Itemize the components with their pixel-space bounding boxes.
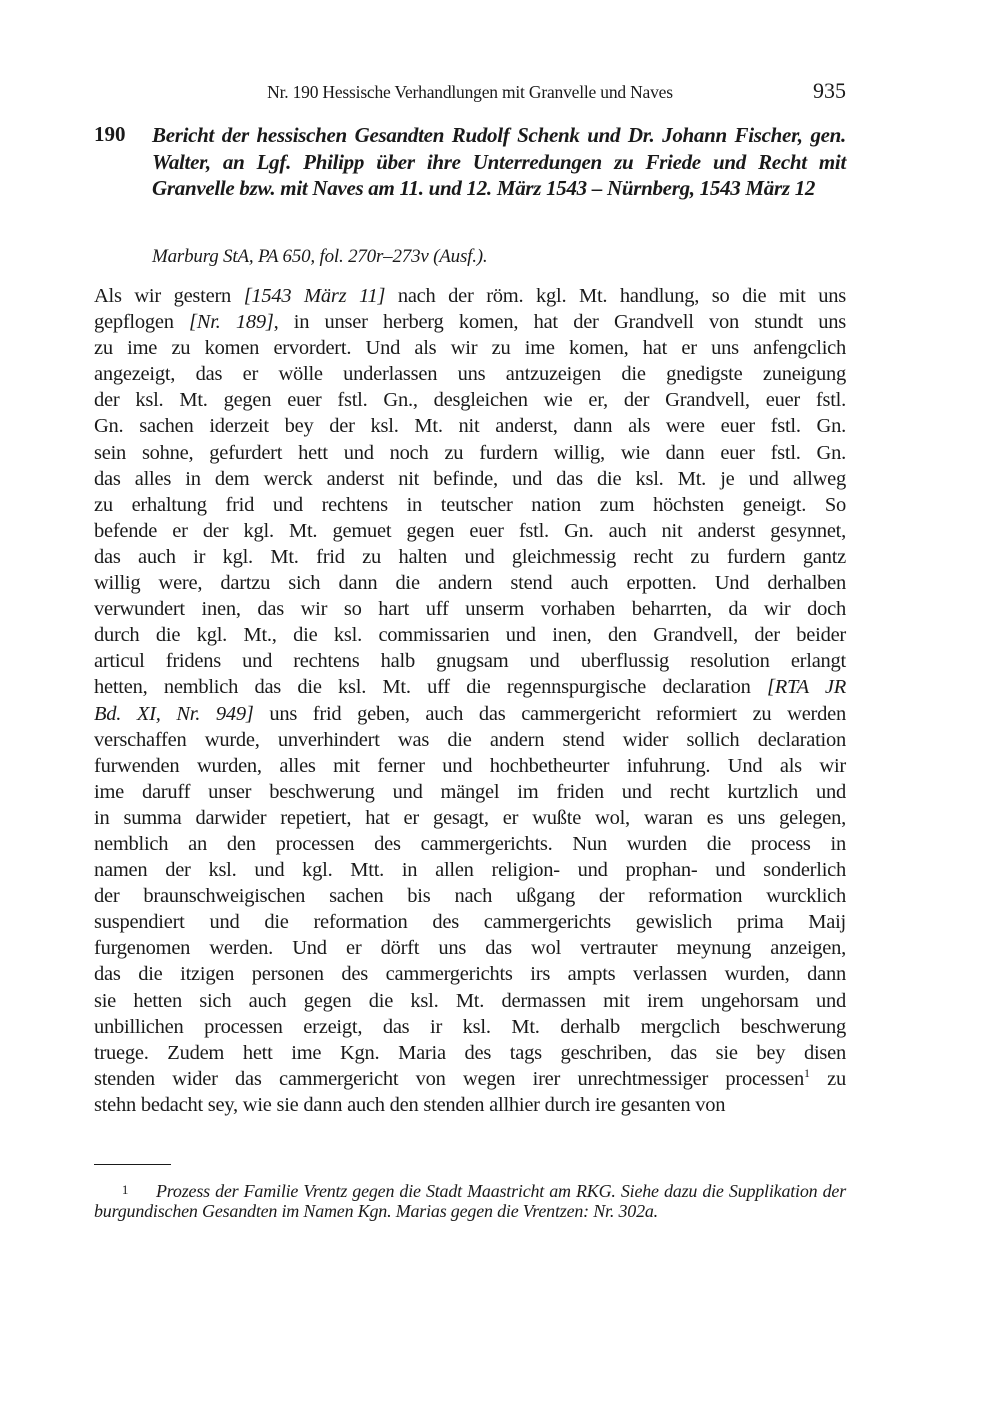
line-text: sein sohne, gefurdert hett und noch zu furdern willig, wie dann euer fstl. Gn. bbox=[94, 441, 846, 464]
line-text: angezeigt, das er wölle underlassen uns antzuzeigen die gnedigste zuneigung bbox=[94, 363, 846, 386]
body-line bbox=[94, 309, 846, 335]
line-text: Als wir gestern bbox=[94, 285, 244, 307]
line-text: furgenomen werden. Und er dörft uns das wol vertrauter meynung anzeigen, bbox=[94, 937, 846, 960]
line-text: nach der röm. kgl. Mt. handlung, so die mit uns bbox=[385, 285, 846, 307]
editorial-reference: [Nr. 189] bbox=[189, 311, 274, 334]
line-text: das auch ir kgl. Mt. frid zu halten und gleichmessig recht zu furdern gantz bbox=[94, 545, 846, 568]
body-line bbox=[94, 544, 846, 570]
footnotes bbox=[94, 1180, 846, 1221]
body-line bbox=[94, 622, 846, 648]
line-text: suspendiert und die reformation des cammergerichts gewislich prima Maij bbox=[94, 911, 846, 934]
line-text: stehn bedacht sey, wie sie dann auch den stenden allhier durch ire gesanten von bbox=[94, 1093, 726, 1116]
line-text: der braunschweigischen sachen bis nach ußgang der reformation wurcklich bbox=[94, 885, 846, 908]
line-text: verschaffen wurde, unverhindert was die andern stend wider sollich declaration bbox=[94, 728, 846, 751]
line-text: nemblich an den processen des cammergerichts. Nun wurden die process in bbox=[94, 832, 846, 855]
editorial-reference: Bd. XI, Nr. 949] bbox=[94, 702, 254, 725]
body-line bbox=[94, 935, 846, 961]
line-text: gepflogen bbox=[94, 311, 190, 334]
line-text: articul fridens und rechtens halb gnugsam und uberflussig resolution erlangt bbox=[94, 650, 846, 673]
body-line bbox=[94, 283, 846, 309]
body-line bbox=[94, 361, 846, 387]
body-line bbox=[94, 387, 846, 413]
body-line bbox=[94, 674, 846, 700]
body-line bbox=[94, 466, 846, 492]
footnote bbox=[94, 1180, 846, 1221]
line-text: willig were, dartzu sich dann die andern stend auch erpotten. Und derhalben bbox=[94, 572, 846, 595]
body-line bbox=[94, 570, 846, 596]
document-number: 190 bbox=[94, 122, 126, 146]
body-line bbox=[94, 701, 846, 727]
body-line bbox=[94, 518, 846, 544]
line-text: sie hetten sich auch gegen die ksl. Mt. dermassen mit irem ungehorsam und bbox=[94, 989, 846, 1012]
line-text: zu erhaltung frid und rechtens in teutscher nation zum höchsten geneigt. So bbox=[94, 493, 846, 516]
body-text bbox=[94, 283, 846, 1118]
line-text: truege. Zudem hett ime Kgn. Maria des tags geschriben, das sie bey disen bbox=[94, 1041, 846, 1064]
body-line bbox=[94, 988, 846, 1014]
body-line bbox=[94, 440, 846, 466]
line-text: furwenden wurden, alles mit ferner und hochbetheurter infuhrung. Und als wir bbox=[94, 754, 846, 777]
line-text: namen der ksl. und kgl. Mtt. in allen religion- und prophan- und sonderlich bbox=[94, 859, 846, 882]
body-line bbox=[94, 648, 846, 674]
line-text: in summa darwider repetiert, hat er gesagt, er wußte wol, waran es uns gelegen, bbox=[94, 806, 846, 829]
body-line bbox=[94, 596, 846, 622]
body-line bbox=[94, 831, 846, 857]
line-text: befende er der kgl. Mt. gemuet gegen euer fstl. Gn. auch nit anderst gesynnet, bbox=[94, 519, 846, 542]
running-title: Nr. 190 Hessische Verhandlungen mit Granvelle und Naves bbox=[267, 82, 673, 102]
document-title: Bericht der hessischen Gesandten Rudolf Schenk und Dr. Johann Fischer, gen. Walter, an Lgf. Philipp über ihre Unterredungen zu Friede und Recht mit Granvelle bzw. mit Naves am 11. und 12. März 1543 – Nürnberg, 1543 März 12 bbox=[152, 123, 846, 200]
editorial-reference: [1543 März 11] bbox=[243, 285, 386, 307]
footnote-text: Prozess der Familie Vrentz gegen die Stadt Maastricht am RKG. Siehe dazu die Supplikation der burgundischen Gesandten im Namen Kgn. Marias gegen die Vrentzen: Nr. 302a. bbox=[94, 1181, 846, 1221]
body-line bbox=[94, 1066, 846, 1092]
line-text: durch die kgl. Mt., die ksl. commissarien und inen, den Grandvell, der beider bbox=[94, 624, 846, 647]
body-line bbox=[94, 883, 846, 909]
line-text: zu ime zu komen ervordert. Und als wir zu ime komen, hat er uns anfengclich bbox=[94, 337, 846, 360]
line-text: hetten, nemblich das die ksl. Mt. uff die regennspurgische declaration bbox=[94, 676, 767, 699]
document-heading bbox=[94, 122, 846, 202]
line-text: der ksl. Mt. gegen euer fstl. Gn., desgleichen wie er, der Grandvell, euer fstl. bbox=[94, 389, 846, 412]
line-text: uns frid geben, auch das cammergericht reformiert zu werden bbox=[253, 702, 846, 725]
body-line bbox=[94, 857, 846, 883]
running-head bbox=[94, 80, 846, 108]
body-line bbox=[94, 1040, 846, 1066]
body-line bbox=[94, 779, 846, 805]
line-text: zu bbox=[809, 1067, 846, 1090]
line-text: Gn. sachen iderzeit bey der ksl. Mt. nit anderst, dann als were euer fstl. Gn. bbox=[94, 415, 846, 438]
line-text: stenden wider das cammergericht von wegen irer unrechtmessiger processen bbox=[94, 1067, 805, 1090]
page-number: 935 bbox=[813, 78, 846, 103]
line-text: verwundert inen, das wir so hart uff unserm vorhaben beharrten, da wir doch bbox=[94, 598, 846, 621]
body-line bbox=[94, 909, 846, 935]
editorial-reference: [RTA JR bbox=[766, 676, 846, 699]
body-line bbox=[94, 753, 846, 779]
line-text: , in unser herberg komen, hat der Grandvell von stundt uns bbox=[273, 311, 846, 334]
body-line bbox=[94, 961, 846, 987]
body-line bbox=[94, 335, 846, 361]
line-text: das alles in dem werck anderst nit befinde, und das die ksl. Mt. je und allweg bbox=[94, 467, 846, 490]
footnote-mark: 1 bbox=[121, 1182, 129, 1197]
footnote-divider bbox=[94, 1164, 171, 1165]
line-text: das die itzigen personen des cammergerichts irs ampts verlassen wurden, dann bbox=[94, 963, 846, 986]
footnote-reference[interactable]: 1 bbox=[804, 1065, 810, 1080]
line-text: unbillichen processen erzeigt, das ir ksl. Mt. derhalb mergclich beschwerung bbox=[94, 1015, 846, 1038]
body-line bbox=[94, 727, 846, 753]
archival-source: Marburg StA, PA 650, fol. 270r–273v (Ausf.). bbox=[152, 246, 488, 267]
body-line bbox=[94, 492, 846, 518]
body-line bbox=[94, 1092, 846, 1118]
line-text: ime daruff unser beschwerung und mängel im friden und recht kurtzlich und bbox=[94, 780, 846, 803]
body-line bbox=[94, 1014, 846, 1040]
body-line bbox=[94, 413, 846, 439]
body-line bbox=[94, 805, 846, 831]
